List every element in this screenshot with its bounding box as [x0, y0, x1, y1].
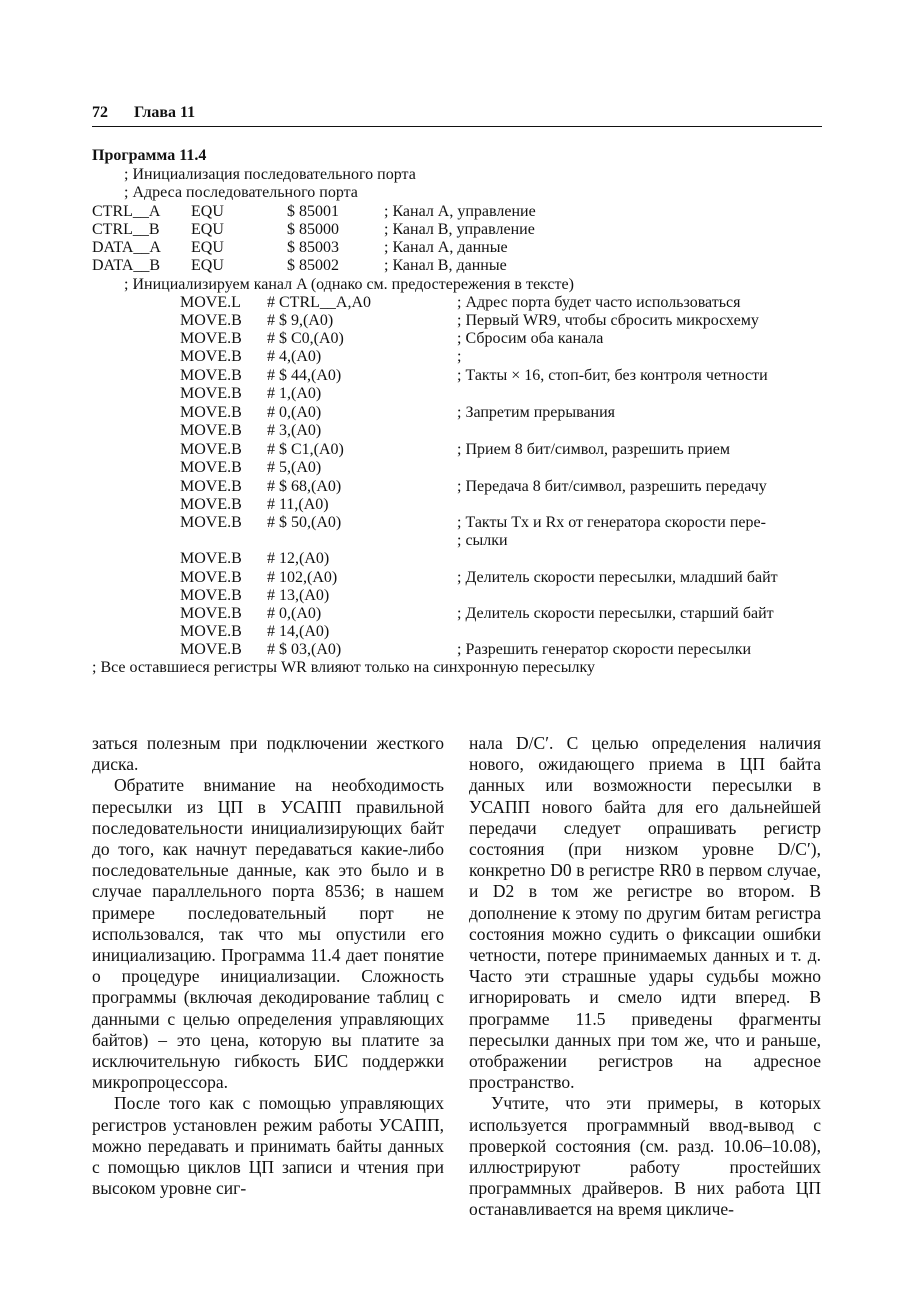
instruction-comment: ; Делитель скорости пересылки, старший байт — [457, 605, 774, 622]
text-column-right — [469, 733, 821, 1221]
instruction-opcode: MOVE.B — [180, 422, 242, 439]
instruction-comment: ; сылки — [457, 532, 508, 549]
instruction-operand: # 12,(A0) — [267, 550, 330, 567]
instruction-operand: # 14,(A0) — [267, 623, 330, 640]
instruction-opcode: MOVE.B — [180, 641, 242, 658]
equ-directive: EQU — [191, 239, 224, 256]
equ-directive: EQU — [191, 221, 224, 238]
equ-value: $ 85002 — [287, 257, 339, 274]
program-final-comment: ; Все оставшиеся регистры WR влияют только на синхронную пересылку — [92, 659, 596, 676]
instruction-operand: # 4,(A0) — [267, 348, 322, 365]
instruction-opcode: MOVE.L — [180, 294, 241, 311]
instruction-operand: # 3,(A0) — [267, 422, 322, 439]
instruction-operand: # $ C0,(A0) — [267, 330, 344, 347]
instruction-comment: ; Сбросим оба канала — [457, 330, 604, 347]
instruction-opcode: MOVE.B — [180, 330, 242, 347]
instruction-opcode: MOVE.B — [180, 404, 242, 421]
instruction-comment: ; Адрес порта будет часто использоваться — [457, 294, 741, 311]
page-number: 72 — [92, 104, 108, 121]
instruction-operand: # 0,(A0) — [267, 605, 322, 622]
instruction-opcode: MOVE.B — [180, 496, 242, 513]
instruction-opcode: MOVE.B — [180, 569, 242, 586]
instruction-operand: # 13,(A0) — [267, 587, 330, 604]
paragraph: нала D/C′. С целью определения наличия нового, ожидающего приема в ЦП байта данных или возможности пересылки в УСАПП нового байта для его дальнейшей передачи следует опрашивать регистр состояния (при низком уровне D/C′), конкретно D0 в регистре RR0 в первом случае, и D2 в том же регистре во втором. В дополнение к этому по другим битам регистра состояния можно судить о фиксации ошибки четности, потере принимаемых данных и т. д. Часто эти страшные удары судьбы можно игнорировать и смело идти вперед. В программе 11.5 приведены фрагменты пересылки данных при том же, что и раньше, отображении регистров на адресное пространство. — [469, 733, 821, 1093]
instruction-opcode: MOVE.B — [180, 367, 242, 384]
instruction-comment: ; Разрешить генератор скорости пересылки — [457, 641, 752, 658]
instruction-operand: # $ 68,(A0) — [267, 478, 342, 495]
text-column-left — [92, 733, 444, 1199]
page-header — [92, 104, 822, 127]
paragraph: Обратите внимание на необходимость пересылки из ЦП в УСАПП правильной последовательности инициализирующих байт до того, как начнут передаваться какие-либо последовательные данные, как это было и в случае параллельного порта 8536; в нашем примере последовательный порт не использовался, так что мы опустили его инициализацию. Программа 11.4 дает понятие о процедуре инициализации. Сложность программы (включая декодирование таблиц с данными с целью определения управляющих байтов) – это цена, которую вы платите за исключительную гибкость БИС поддержки микропроцессора. — [92, 775, 444, 1093]
equ-label: CTRL__B — [92, 221, 160, 238]
instruction-operand: # $ 50,(A0) — [267, 514, 342, 531]
equ-comment: ; Канал A, управление — [384, 203, 536, 220]
instruction-opcode: MOVE.B — [180, 623, 242, 640]
program-comment: ; Инициализируем канал A (однако см. предостережения в тексте) — [124, 276, 574, 293]
instruction-operand: # $ 03,(A0) — [267, 641, 342, 658]
instruction-opcode: MOVE.B — [180, 385, 242, 402]
instruction-opcode: MOVE.B — [180, 348, 242, 365]
instruction-comment: ; — [457, 348, 462, 365]
equ-value: $ 85001 — [287, 203, 339, 220]
instruction-comment: ; Прием 8 бит/символ, разрешить прием — [457, 441, 730, 458]
instruction-opcode: MOVE.B — [180, 478, 242, 495]
instruction-opcode: MOVE.B — [180, 312, 242, 329]
paragraph: заться полезным при подключении жесткого диска. — [92, 733, 444, 775]
instruction-opcode: MOVE.B — [180, 550, 242, 567]
instruction-operand: # $ 44,(A0) — [267, 367, 342, 384]
instruction-comment: ; Первый WR9, чтобы сбросить микросхему — [457, 312, 759, 329]
instruction-operand: # 11,(A0) — [267, 496, 329, 513]
equ-value: $ 85003 — [287, 239, 339, 256]
paragraph: После того как с помощью управляющих регистров установлен режим работы УСАПП, можно передавать и принимать байты данных с помощью циклов ЦП записи и чтения при высоком уровне сиг- — [92, 1093, 444, 1199]
equ-comment: ; Канал A, данные — [384, 239, 508, 256]
equ-label: DATA__B — [92, 257, 161, 274]
instruction-operand: # 0,(A0) — [267, 404, 322, 421]
instruction-operand: # $ C1,(A0) — [267, 441, 344, 458]
program-comment: ; Инициализация последовательного порта — [124, 166, 416, 183]
program-comment: ; Адреса последовательного порта — [124, 184, 358, 201]
instruction-opcode: MOVE.B — [180, 605, 242, 622]
equ-directive: EQU — [191, 203, 224, 220]
instruction-operand: # 102,(A0) — [267, 569, 338, 586]
program-title: Программа 11.4 — [92, 147, 207, 164]
instruction-opcode: MOVE.B — [180, 441, 242, 458]
instruction-comment: ; Делитель скорости пересылки, младший байт — [457, 569, 778, 586]
chapter-title: Глава 11 — [134, 104, 196, 121]
instruction-comment: ; Передача 8 бит/символ, разрешить передачу — [457, 478, 767, 495]
instruction-operand: # 5,(A0) — [267, 459, 322, 476]
paragraph: Учтите, что эти примеры, в которых используется программный ввод-вывод с проверкой состояния (см. разд. 10.06–10.08), иллюстрируют работу простейших программных драйверов. В них работа ЦП останавливается на время цикличе- — [469, 1093, 821, 1220]
instruction-opcode: MOVE.B — [180, 587, 242, 604]
instruction-operand: # 1,(A0) — [267, 385, 322, 402]
instruction-opcode: MOVE.B — [180, 459, 242, 476]
equ-label: DATA__A — [92, 239, 161, 256]
instruction-comment: ; Такты × 16, стоп-бит, без контроля четности — [457, 367, 768, 384]
equ-value: $ 85000 — [287, 221, 339, 238]
instruction-opcode: MOVE.B — [180, 514, 242, 531]
instruction-comment: ; Запретим прерывания — [457, 404, 616, 421]
instruction-comment: ; Такты Tx и Rx от генератора скорости пере- — [457, 514, 766, 531]
equ-comment: ; Канал B, управление — [384, 221, 535, 238]
equ-comment: ; Канал B, данные — [384, 257, 507, 274]
instruction-operand: # $ 9,(A0) — [267, 312, 334, 329]
instruction-operand: # CTRL__A,A0 — [267, 294, 371, 311]
equ-directive: EQU — [191, 257, 224, 274]
equ-label: CTRL__A — [92, 203, 161, 220]
